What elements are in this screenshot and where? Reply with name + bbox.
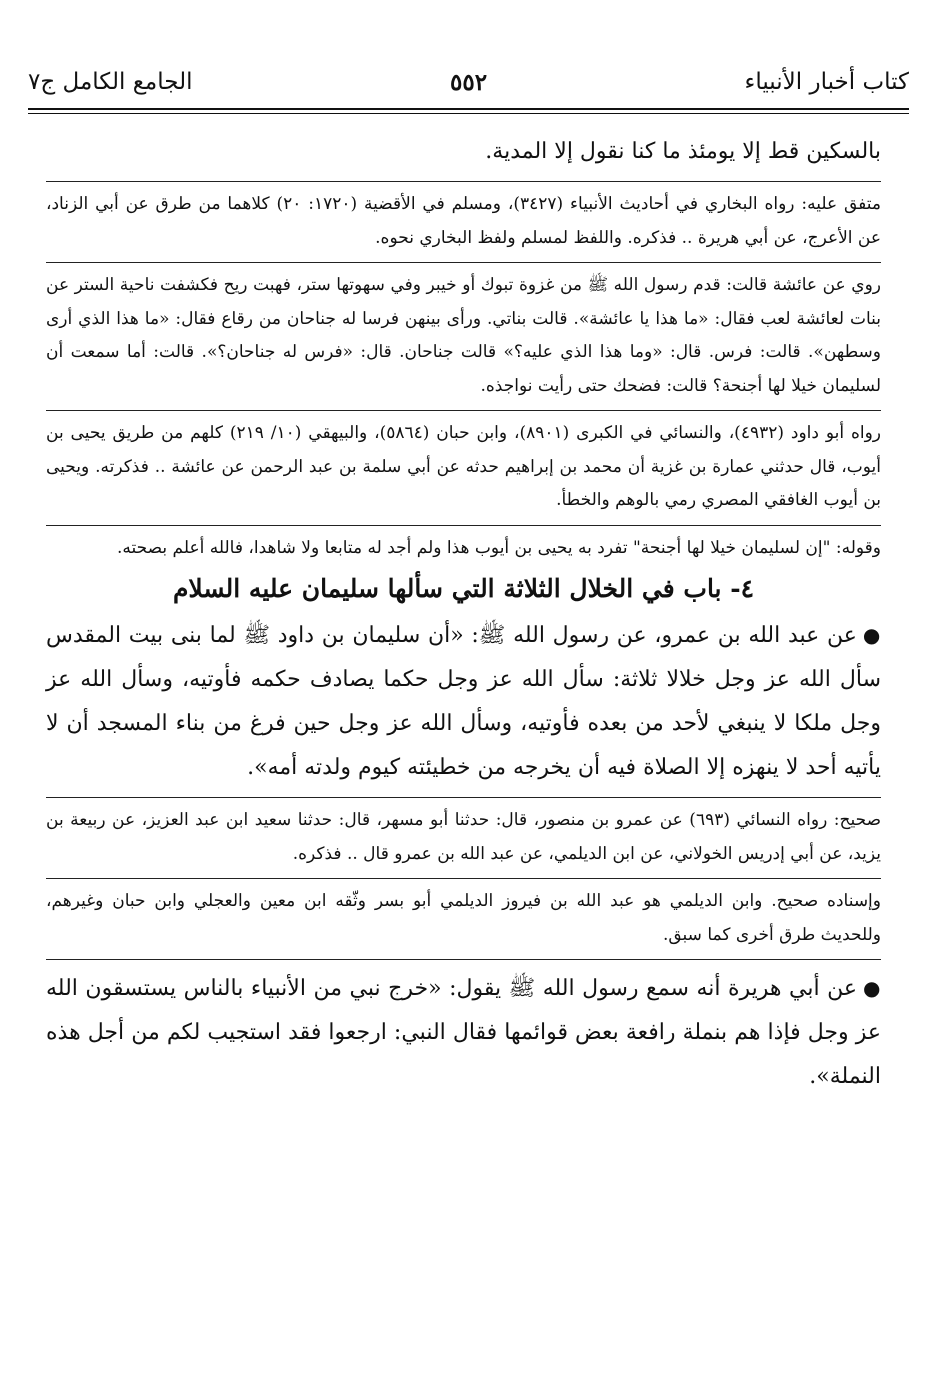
takhrij-note: متفق عليه: رواه البخاري في أحاديث الأنبياء (٣٤٢٧)، ومسلم في الأقضية (١٧٢٠: ٢٠) كلاهما من طرق عن أبي الزناد، عن الأعرج، عن أبي هريرة .. فذكره. واللفظ لمسلم ولفظ البخاري نحوه. <box>46 194 881 248</box>
header-rule-thin <box>28 113 909 114</box>
running-header <box>28 64 909 100</box>
section-separator <box>46 878 881 879</box>
page-body <box>46 130 881 1099</box>
page-number: ٥٥٢ <box>450 68 488 96</box>
header-volume-title: الجامع الكامل ج٧ <box>28 69 193 95</box>
hadith-paragraph <box>46 966 881 1099</box>
commentary-note: وقوله: "إن لسليمان خيلا لها أجنحة" تفرد به يحيى بن أيوب هذا ولم أجد له متابعا ولا شاهدا، فالله أعلم بصحته. <box>117 537 881 558</box>
commentary-note: وإسناده صحيح. وابن الديلمي هو عبد الله بن فيروز الديلمي أبو بسر وثّقه ابن معين والعجلي وابن حبان وغيرهم، وللحديث طرق أخرى كما سبق. <box>46 891 881 945</box>
header-rule-thick <box>28 108 909 110</box>
section-separator <box>46 525 881 526</box>
takhrij-note: صحيح: رواه النسائي (٦٩٣) عن عمرو بن منصور، قال: حدثنا أبو مسهر، قال: حدثنا سعيد ابن عبد العزيز، عن ربيعة بن يزيد، عن أبي إدريس الخولاني، عن ابن الديلمي، عن عبد الله بن عمرو قال .. فذكره. <box>46 810 882 864</box>
bullet-icon: ● <box>863 976 881 1000</box>
section-separator <box>46 797 881 798</box>
hadith-text: عن أبي هريرة أنه سمع رسول الله ﷺ يقول: «خرج نبي من الأنبياء بالناس يستسقون الله عز وجل فإذا هم بنملة رافعة بعض قوائمها فقال النبي: ارجعوا فقد استجيب لكم من أجل هذه النملة». <box>46 976 881 1089</box>
continued-hadith-line: بالسكين قط إلا يومئذ ما كنا نقول إلا المدية. <box>485 139 881 164</box>
takhrij-note: رواه أبو داود (٤٩٣٢)، والنسائي في الكبرى (٨٩٠١)، وابن حبان (٥٨٦٤)، والبيهقي (١٠/ ٢١٩) كلهم من طريق يحيى بن أيوب، قال حدثني عمارة بن غزية أن محمد بن إبراهيم حدثه عن أبي سلمة بن عبد الرحمن عن عائشة .. فذكرته. ويحيى بن أيوب الغافقي المصري رمي بالوهم والخطأ. <box>46 423 881 510</box>
weak-narration-note: روي عن عائشة قالت: قدم رسول الله ﷺ من غزوة تبوك أو خيبر وفي سهوتها ستر، فهبت ريح فكشفت ناحية الستر عن بنات لعائشة لعب فقال: «ما هذا يا عائشة». قالت بناتي. ورأى بينهن فرسا له جناحان من رقاع فقال: «ما هذا الذي أرى وسطهن». قالت: فرس. قال: «وما هذا الذي عليه؟» قالت جناحان. قال: «فرس له جناحان؟». قالت: أما سمعت أن لسليمان خيلا لها أجنحة؟ قالت: فضحك حتى رأيت نواجذه. <box>46 275 881 396</box>
section-separator <box>46 959 881 960</box>
bullet-icon: ● <box>862 623 881 647</box>
hadith-text: عن عبد الله بن عمرو، عن رسول الله ﷺ: «أن سليمان بن داود ﷺ لما بنى بيت المقدس سأل الله عز وجل خلالا ثلاثة: سأل الله عز وجل حكما يصادف حكمه فأوتيه، وسأل الله عز وجل ملكا لا ينبغي لأحد من بعده فأوتيه، وسأل الله عز وجل حين فرغ من بناء المسجد أن لا يأتيه أحد لا ينهزه إلا الصلاة فيه أن يخرجه من خطيئته كيوم ولدته أمه». <box>46 623 881 780</box>
chapter-heading: ٤- باب في الخلال الثلاثة التي سألها سليمان عليه السلام <box>172 574 755 603</box>
header-book-title: كتاب أخبار الأنبياء <box>744 69 909 95</box>
hadith-paragraph <box>46 613 881 790</box>
section-separator <box>46 410 881 411</box>
section-separator <box>46 181 881 182</box>
section-separator <box>46 262 881 263</box>
